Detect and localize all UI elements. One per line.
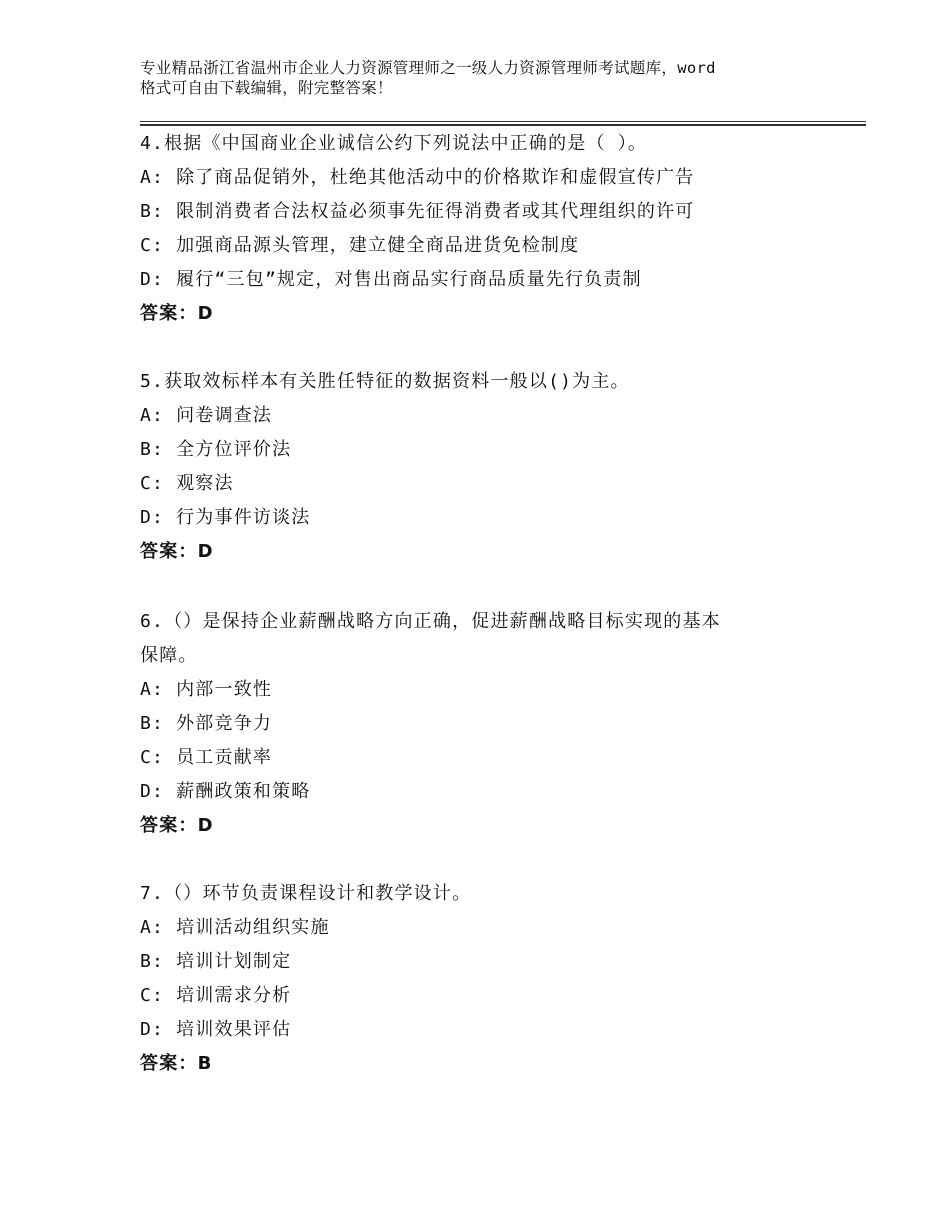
- option-b: B: 全方位评价法: [140, 439, 292, 460]
- option-b: B: 外部竞争力: [140, 713, 273, 734]
- question-stem: 4.根据《中国商业企业诚信公约下列说法中正确的是（ ）。: [140, 133, 648, 154]
- question-5: [140, 365, 870, 569]
- header-divider-thick: [140, 124, 866, 126]
- option-c: C: 观察法: [140, 473, 234, 494]
- question-4: [140, 127, 870, 331]
- option-a: A: 问卷调查法: [140, 405, 273, 426]
- answer: 答案：D: [140, 541, 214, 562]
- option-a: A: 内部一致性: [140, 679, 273, 700]
- option-a: A: 除了商品促销外，杜绝其他活动中的价格欺诈和虚假宣传广告: [140, 167, 695, 188]
- answer: 答案：D: [140, 303, 214, 324]
- question-stem-line-1: 6.（）是保持企业薪酬战略方向正确，促进薪酬战略目标实现的基本: [140, 611, 721, 632]
- option-b: B: 培训计划制定: [140, 951, 292, 972]
- option-b: B: 限制消费者合法权益必须事先征得消费者或其代理组织的许可: [140, 201, 695, 222]
- option-c: C: 加强商品源头管理，建立健全商品进货免检制度: [140, 235, 580, 256]
- header-divider-thin: [140, 121, 866, 122]
- header-line-1: 专业精品浙江省温州市企业人力资源管理师之一级人力资源管理师考试题库，word: [140, 59, 716, 77]
- option-d: D: 培训效果评估: [140, 1019, 292, 1040]
- answer: 答案：D: [140, 815, 214, 836]
- option-d: D: 履行“三包”规定，对售出商品实行商品质量先行负责制: [140, 269, 642, 290]
- option-a: A: 培训活动组织实施: [140, 917, 330, 938]
- question-stem-line-2: 保障。: [140, 645, 198, 666]
- question-6: [140, 605, 870, 843]
- option-d: D: 行为事件访谈法: [140, 507, 311, 528]
- document-header: [140, 58, 840, 98]
- option-d: D: 薪酬政策和策略: [140, 781, 311, 802]
- answer: 答案：B: [140, 1053, 213, 1074]
- question-stem: 5.获取效标样本有关胜任特征的数据资料一般以()为主。: [140, 371, 630, 392]
- option-c: C: 员工贡献率: [140, 747, 273, 768]
- question-stem: 7.（）环节负责课程设计和教学设计。: [140, 883, 472, 904]
- header-line-2: 格式可自由下载编辑，附完整答案！: [140, 79, 393, 97]
- option-c: C: 培训需求分析: [140, 985, 292, 1006]
- question-7: [140, 877, 870, 1081]
